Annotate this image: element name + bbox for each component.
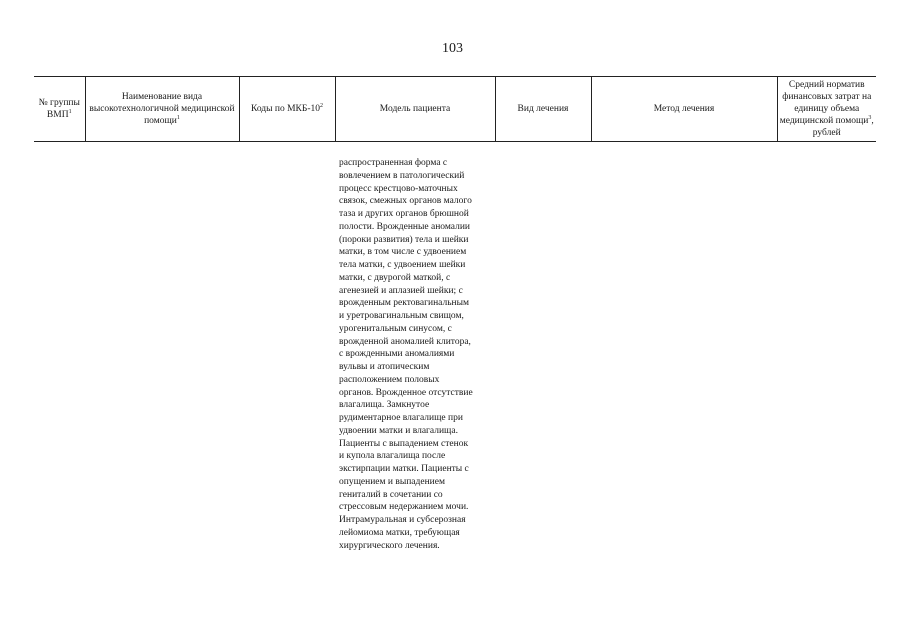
text-line: урогенитальным синусом, с <box>339 323 452 334</box>
patient-model-cell <box>339 157 504 552</box>
text-line: расположением половых <box>339 374 440 385</box>
text-line: матки, в том числе с удвоением <box>339 247 467 258</box>
text-line: таза и других органов брюшной <box>339 209 469 219</box>
text-line: агенезией и аплазией шейки; с <box>339 285 463 296</box>
text-line: врожденной аномалией клитора, <box>339 336 471 347</box>
text-line: Пациенты с выпадением стенок <box>339 438 469 449</box>
text-line: органов. Врожденное отсутствие <box>339 387 473 398</box>
text-line: гениталий в сочетании со <box>339 489 443 500</box>
col-header-treatment-method: Метод лечения <box>591 77 777 142</box>
col-header-care-type-name: Наименование вида высокотехнологичной медицинской помощи$^1$ <box>85 77 239 142</box>
col-header-icd-codes: Коды по МКБ-$10^2$ <box>239 77 335 142</box>
text-line: рудиментарное влагалище при <box>339 413 463 423</box>
text-line: с врожденными аномалиями <box>339 349 455 360</box>
col-header-group-number: № группы ВМП$^1$ <box>34 77 85 142</box>
text-line: врожденным ректовагинальным <box>339 298 470 309</box>
col-header-patient-model: Модель пациента <box>335 77 495 142</box>
text-line: распространенная форма с <box>339 158 448 168</box>
text-line: и купола влагалища после <box>339 451 446 462</box>
page-number: 103 <box>442 41 463 56</box>
text-line: Интрамуральная и субсерозная <box>339 515 466 525</box>
text-line: и уретровагинальным свищом, <box>339 311 464 321</box>
text-line: вовлечением в патологический <box>339 170 465 181</box>
text-line: лейомиома матки, требующая <box>339 527 460 538</box>
text-line: связок, смежных органов малого <box>339 196 472 207</box>
text-line: полости. Врожденные аномалии <box>339 221 471 232</box>
text-line: хирургического лечения. <box>339 540 440 551</box>
text-line: процесс крестцово-маточных <box>339 183 458 194</box>
table-header <box>34 76 876 142</box>
text-line: стрессовым недержанием мочи. <box>339 502 469 513</box>
text-line: влагалища. Замкнутое <box>339 400 430 411</box>
text-line: экстирпации матки. Пациенты с <box>339 464 469 474</box>
text-line: опущением и выпадением <box>339 476 445 487</box>
text-line: (пороки развития) тела и шейки <box>339 234 469 245</box>
text-line: тела матки, с удвоением шейки <box>339 260 466 270</box>
text-line: удвоении матки и влагалища. <box>339 425 458 436</box>
text-line: матки, с двурогой маткой, с <box>339 272 451 283</box>
text-line: вульвы и атопическим <box>339 362 430 372</box>
col-header-treatment-type: Вид лечения <box>495 77 591 142</box>
col-header-average-cost: Средний норматив финансовых затрат на единицу объема медицинской помощи$^3$, рублей <box>777 77 876 142</box>
